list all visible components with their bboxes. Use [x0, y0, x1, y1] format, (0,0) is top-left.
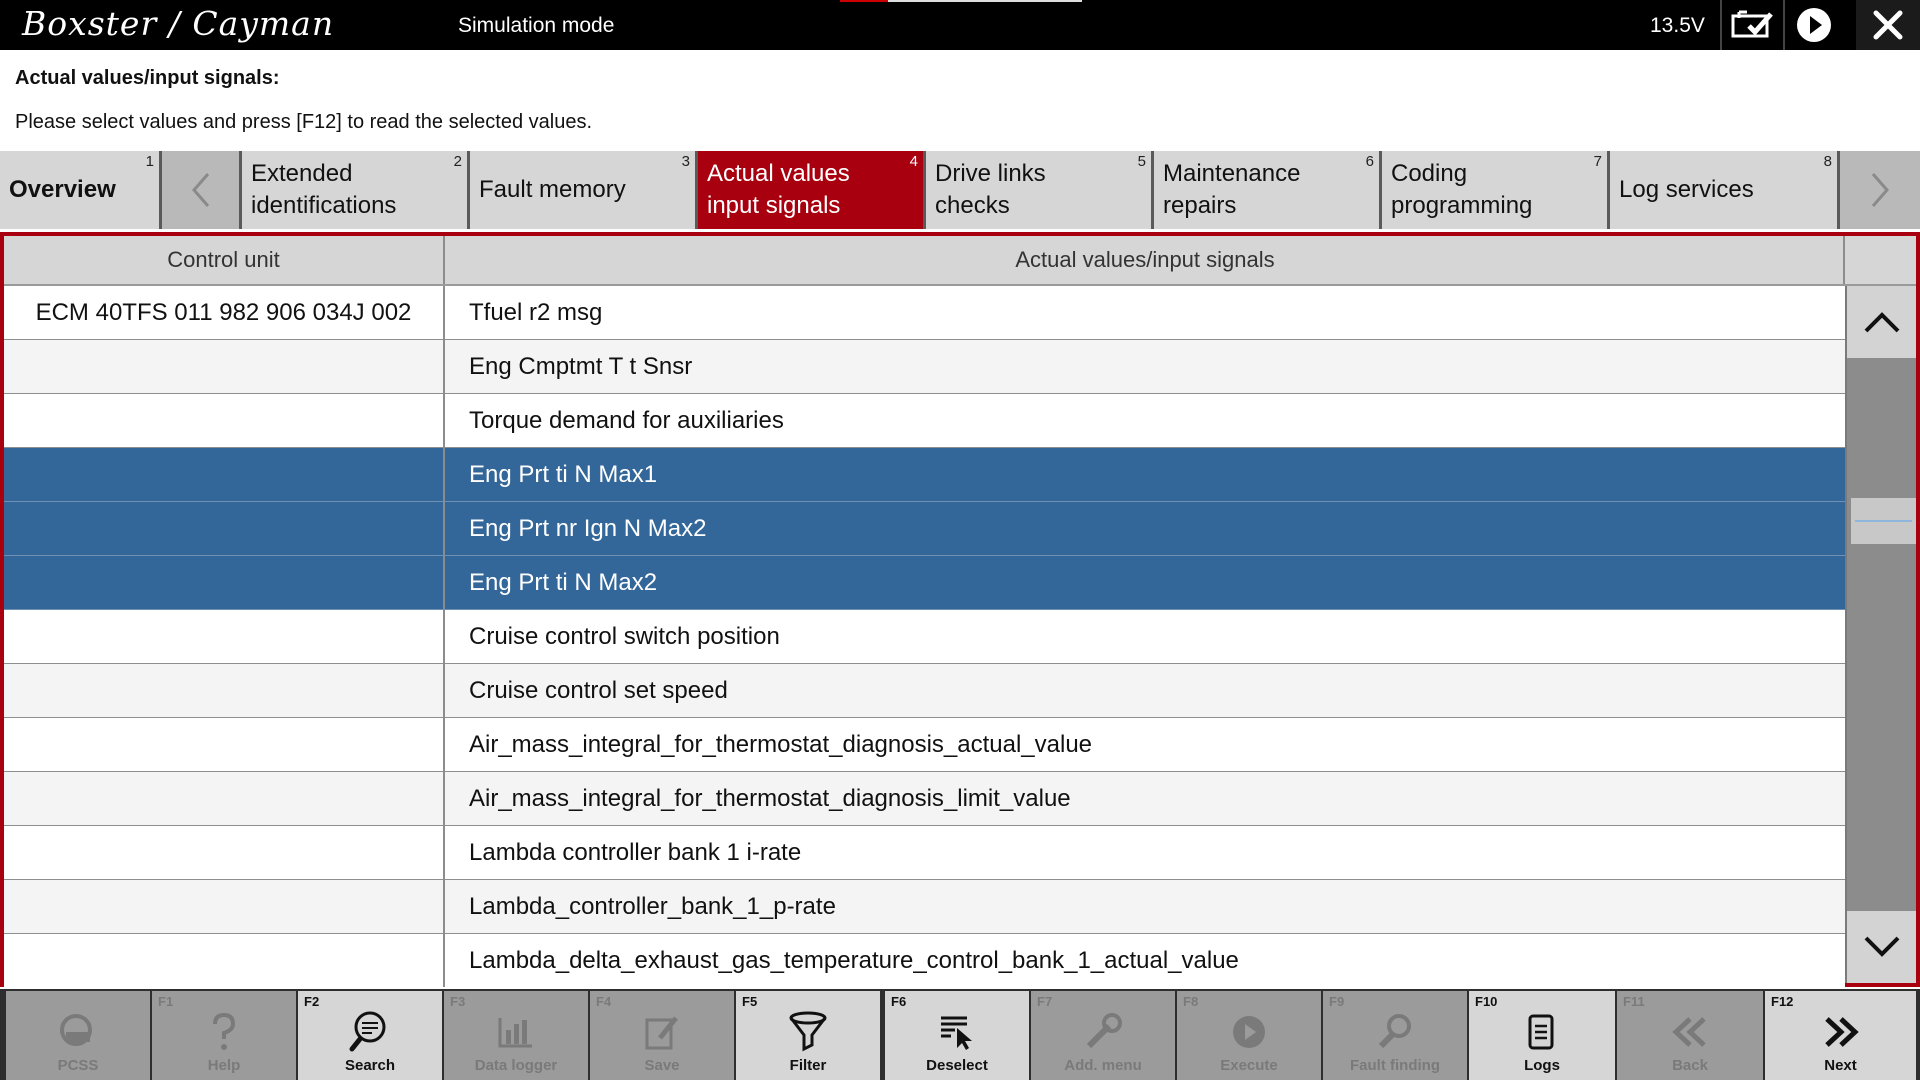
tab-number: 6: [1365, 153, 1374, 170]
control-unit-cell: [4, 556, 445, 609]
tab-overview[interactable]: [0, 151, 162, 229]
fkey-code: F10: [1475, 994, 1498, 1009]
tab-number: 8: [1823, 153, 1832, 170]
scroll-up-button[interactable]: [1847, 286, 1916, 358]
table-row-selected[interactable]: [4, 502, 1845, 556]
control-unit-cell: [4, 610, 445, 663]
help-icon: [209, 1012, 239, 1052]
scroll-thumb[interactable]: [1851, 498, 1916, 544]
control-unit-cell: [4, 340, 445, 393]
pcss-icon: [56, 1012, 100, 1052]
tab-number: 2: [453, 153, 462, 170]
tab-label: Fault memory: [479, 176, 626, 203]
fkey-code: F6: [891, 994, 907, 1009]
table-row[interactable]: [4, 340, 1845, 394]
control-unit-cell: [4, 826, 445, 879]
fkey-label: Back: [1672, 1057, 1708, 1074]
pcss-button[interactable]: [6, 991, 150, 1080]
filter-button[interactable]: [736, 991, 880, 1080]
fkey-label: Execute: [1220, 1057, 1278, 1074]
chevron-up-icon: [1862, 309, 1902, 335]
top-bar: [0, 0, 1920, 50]
table-row[interactable]: [4, 934, 1845, 988]
control-unit-cell: [4, 934, 445, 987]
table-row[interactable]: [4, 394, 1845, 448]
tab-label: Coding programming: [1391, 160, 1533, 219]
control-unit-cell: [4, 718, 445, 771]
control-unit-cell: [4, 394, 445, 447]
fkey-label: Fault finding: [1350, 1057, 1440, 1074]
fkey-code: F5: [742, 994, 758, 1009]
tab-number: 5: [1137, 153, 1146, 170]
function-key-bar: [0, 989, 1920, 1080]
deselect-button[interactable]: [885, 991, 1029, 1080]
fault-finding-button[interactable]: [1323, 991, 1467, 1080]
signal-cell: Lambda_delta_exhaust_gas_temperature_control_bank_1_actual_value: [469, 946, 1239, 974]
values-table: [0, 232, 1920, 987]
tab-label: Actual values input signals: [707, 160, 850, 219]
tab-bar: [0, 151, 1920, 229]
signal-cell: Eng Prt ti N Max1: [469, 460, 658, 488]
fkey-label: Search: [344, 1057, 396, 1074]
table-row-selected[interactable]: [4, 556, 1845, 610]
fkey-label: Logs: [1524, 1057, 1560, 1074]
signal-cell: Cruise control set speed: [469, 676, 728, 704]
tab-extended-identifications[interactable]: [242, 151, 470, 229]
tab-fault-memory[interactable]: [470, 151, 698, 229]
fkey-label: Help: [207, 1057, 241, 1074]
tab-actual-values[interactable]: [698, 151, 926, 229]
deselect-icon: [937, 1012, 977, 1052]
control-unit-cell: [4, 502, 445, 555]
fkey-label: Save: [644, 1057, 680, 1074]
page-instruction: Please select values and press [F12] to read the selected values.: [15, 111, 593, 133]
simulation-mode-label: Simulation mode: [458, 14, 615, 37]
table-row-selected[interactable]: [4, 448, 1845, 502]
filter-icon: [788, 1011, 828, 1053]
execute-icon: [1230, 1013, 1268, 1051]
tab-label: Log services: [1619, 176, 1754, 203]
signal-cell: Eng Prt ti N Max2: [469, 568, 658, 596]
table-row[interactable]: [4, 772, 1845, 826]
top-accent-red: [840, 0, 888, 2]
table-body: [4, 286, 1845, 988]
table-row[interactable]: [4, 610, 1845, 664]
add-menu-icon: [1083, 1012, 1123, 1052]
column-header-control-unit[interactable]: Control unit: [4, 236, 445, 284]
back-button[interactable]: [1617, 991, 1763, 1080]
fkey-label: Data logger: [474, 1057, 558, 1074]
tab-number: 7: [1593, 153, 1602, 170]
app-logo: Boxster / Cayman: [22, 4, 335, 43]
table-row[interactable]: [4, 880, 1845, 934]
tab-coding-programming[interactable]: [1382, 151, 1610, 229]
search-button[interactable]: [298, 991, 442, 1080]
fkey-label: Add. menu: [1064, 1057, 1142, 1074]
help-button[interactable]: [152, 991, 296, 1080]
logs-icon: [1526, 1012, 1558, 1052]
play-button[interactable]: [1785, 0, 1843, 50]
tab-number: 4: [909, 153, 918, 170]
fkey-code: F12: [1771, 994, 1794, 1009]
signal-cell: Tfuel r2 msg: [469, 298, 603, 326]
control-unit-cell: [4, 448, 445, 501]
scroll-down-button[interactable]: [1847, 911, 1916, 983]
back-icon: [1670, 1015, 1710, 1049]
save-icon: [642, 1012, 682, 1052]
data-logger-icon: [496, 1014, 536, 1050]
tab-maintenance-repairs[interactable]: [1154, 151, 1382, 229]
signal-cell: Cruise control switch position: [469, 622, 780, 650]
tab-label: Drive links checks: [935, 160, 1046, 219]
fault-finding-icon: [1375, 1012, 1415, 1052]
tab-log-services[interactable]: [1610, 151, 1840, 229]
tab-label: Extended identifications: [251, 160, 397, 219]
signal-cell: Lambda_controller_bank_1_p-rate: [469, 892, 836, 920]
next-button[interactable]: [1765, 991, 1916, 1080]
fkey-label: Filter: [789, 1057, 827, 1074]
fkey-code: F7: [1037, 994, 1053, 1009]
signal-cell: Air_mass_integral_for_thermostat_diagnosis_actual_value: [469, 730, 1093, 758]
fkey-code: F3: [450, 994, 466, 1009]
close-icon: [1871, 8, 1905, 42]
save-button[interactable]: [590, 991, 734, 1080]
signal-cell: Torque demand for auxiliaries: [469, 406, 784, 434]
add-menu-button[interactable]: [1031, 991, 1175, 1080]
vertical-scrollbar[interactable]: [1845, 286, 1916, 983]
fkey-code: F4: [596, 994, 612, 1009]
signal-cell: Eng Cmptmt T t Snsr: [469, 352, 693, 380]
tab-number: 3: [681, 153, 690, 170]
table-row[interactable]: [4, 826, 1845, 880]
signal-cell: Air_mass_integral_for_thermostat_diagnosis_limit_value: [469, 784, 1071, 812]
tab-label: Overview: [9, 176, 116, 203]
fkey-code: F9: [1329, 994, 1345, 1009]
table-header: [4, 236, 1916, 286]
page-heading: Actual values/input signals:: [15, 67, 280, 89]
tab-drive-links-checks[interactable]: [926, 151, 1154, 229]
tab-label: Maintenance repairs: [1163, 160, 1301, 219]
play-icon: [1795, 6, 1833, 44]
checklist-icon: [1731, 8, 1775, 42]
control-unit-cell: [4, 664, 445, 717]
control-unit-cell: [4, 880, 445, 933]
control-unit-cell: ECM 40TFS 011 982 906 034J 002: [4, 286, 445, 339]
signal-cell: Lambda controller bank 1 i-rate: [469, 838, 802, 866]
chevron-right-icon: [1865, 170, 1895, 210]
tab-scroll-left[interactable]: [162, 151, 242, 229]
close-button[interactable]: [1856, 0, 1920, 50]
fkey-label: Next: [1824, 1057, 1857, 1074]
tab-number: 1: [145, 153, 154, 170]
execute-button[interactable]: [1177, 991, 1321, 1080]
chevron-left-icon: [186, 170, 216, 210]
fkey-label: Deselect: [926, 1057, 988, 1074]
control-unit-cell: [4, 772, 445, 825]
checklist-button[interactable]: [1724, 0, 1782, 50]
table-row[interactable]: [4, 664, 1845, 718]
fkey-code: F2: [304, 994, 320, 1009]
signal-cell: Eng Prt nr Ign N Max2: [469, 514, 707, 542]
table-row[interactable]: [4, 286, 1845, 340]
fkey-label: PCSS: [57, 1057, 99, 1074]
top-separator: [1720, 0, 1722, 50]
tab-scroll-right[interactable]: [1840, 151, 1920, 229]
battery-voltage: 13.5V: [1650, 14, 1705, 37]
top-accent-white: [888, 0, 1082, 2]
table-row[interactable]: [4, 718, 1845, 772]
fkey-code: F11: [1623, 994, 1645, 1009]
next-icon: [1821, 1015, 1861, 1049]
data-logger-button[interactable]: [444, 991, 588, 1080]
logs-button[interactable]: [1469, 991, 1615, 1080]
column-header-actual-values[interactable]: Actual values/input signals: [447, 236, 1845, 284]
chevron-down-icon: [1862, 934, 1902, 960]
fkey-code: F1: [158, 994, 174, 1009]
fkey-code: F8: [1183, 994, 1199, 1009]
search-icon: [348, 1011, 392, 1053]
